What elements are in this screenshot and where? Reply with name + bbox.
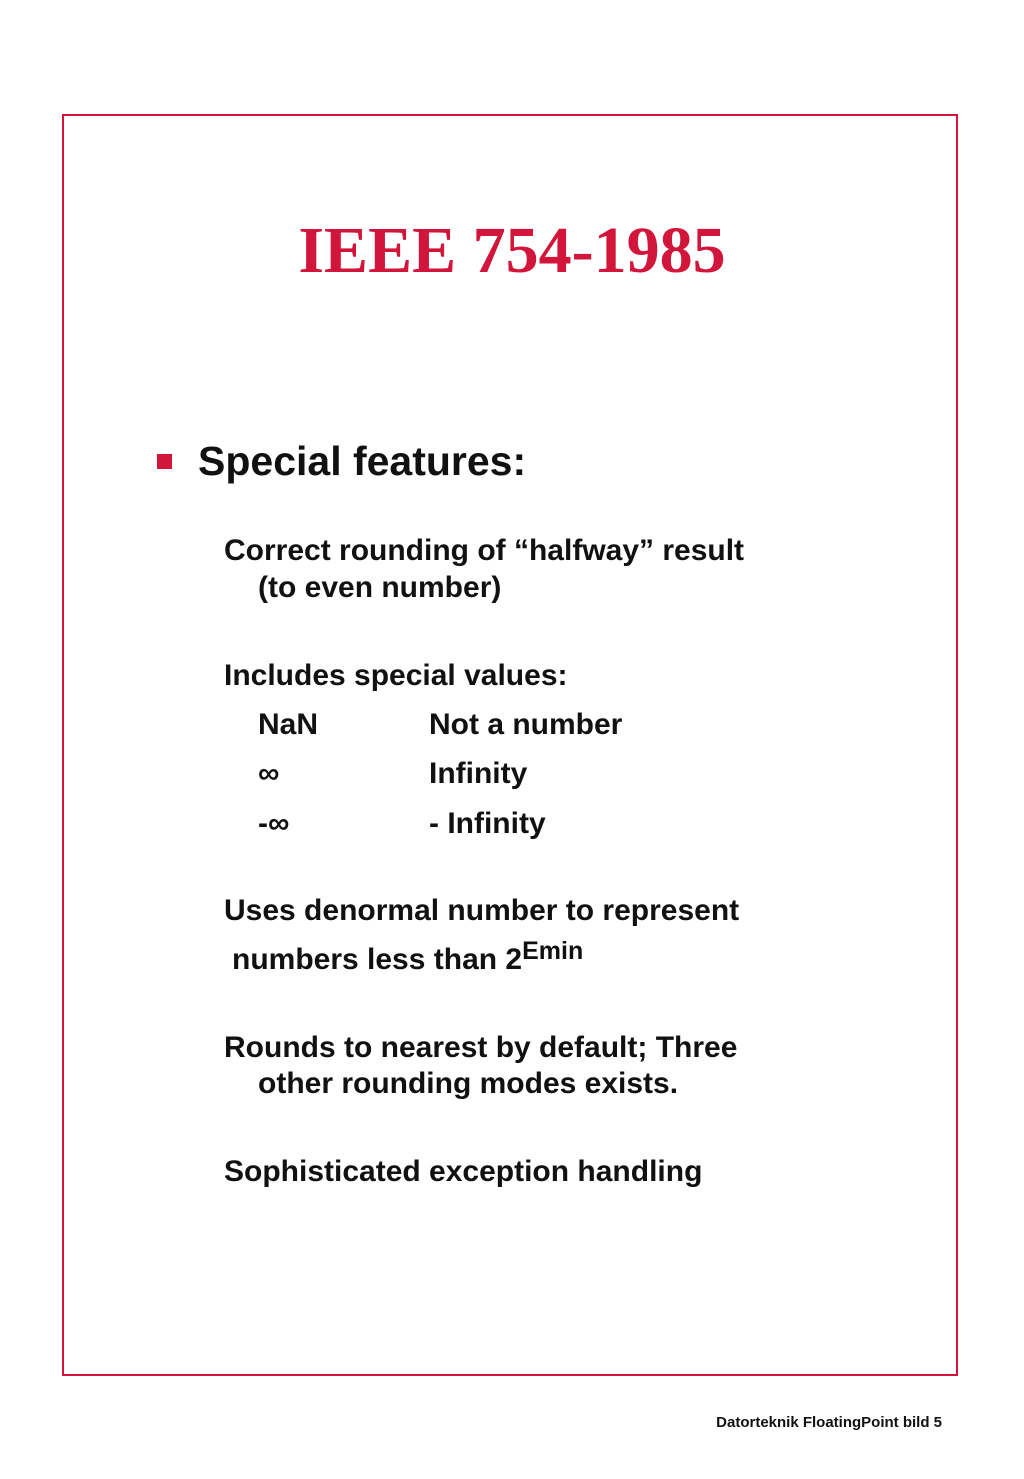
modes-line-2: other rounding modes exists. (258, 1067, 679, 1100)
modes-line-1: Rounds to nearest by default; Three (224, 1031, 738, 1064)
value-meaning-neg-infinity: - Infinity (429, 807, 546, 840)
value-meaning-infinity: Infinity (429, 757, 528, 790)
bullet-heading (157, 436, 526, 486)
value-symbol-neg-infinity: -∞ (258, 807, 290, 840)
value-symbol-infinity: ∞ (258, 757, 280, 790)
heading-text: Special features: (198, 437, 527, 484)
slide-title: IEEE 754-1985 (298, 214, 726, 287)
denormal-line-2-text: numbers less than 2 (232, 943, 523, 976)
denormal-line-2 (232, 937, 584, 978)
denormal-line-1: Uses denormal number to represent (224, 894, 740, 927)
exponent-emin: Emin (522, 937, 584, 965)
exceptions-line: Sophisticated exception handling (224, 1155, 703, 1188)
special-values-intro: Includes special values: (224, 659, 568, 692)
value-symbol-nan: NaN (258, 708, 319, 741)
rounding-line-1: Correct rounding of “halfway” result (224, 534, 745, 567)
rounding-line-2: (to even number) (258, 571, 502, 604)
footer-caption: Datorteknik FloatingPoint bild 5 (716, 1414, 942, 1431)
value-meaning-nan: Not a number (429, 708, 623, 741)
square-bullet-icon (157, 454, 172, 469)
